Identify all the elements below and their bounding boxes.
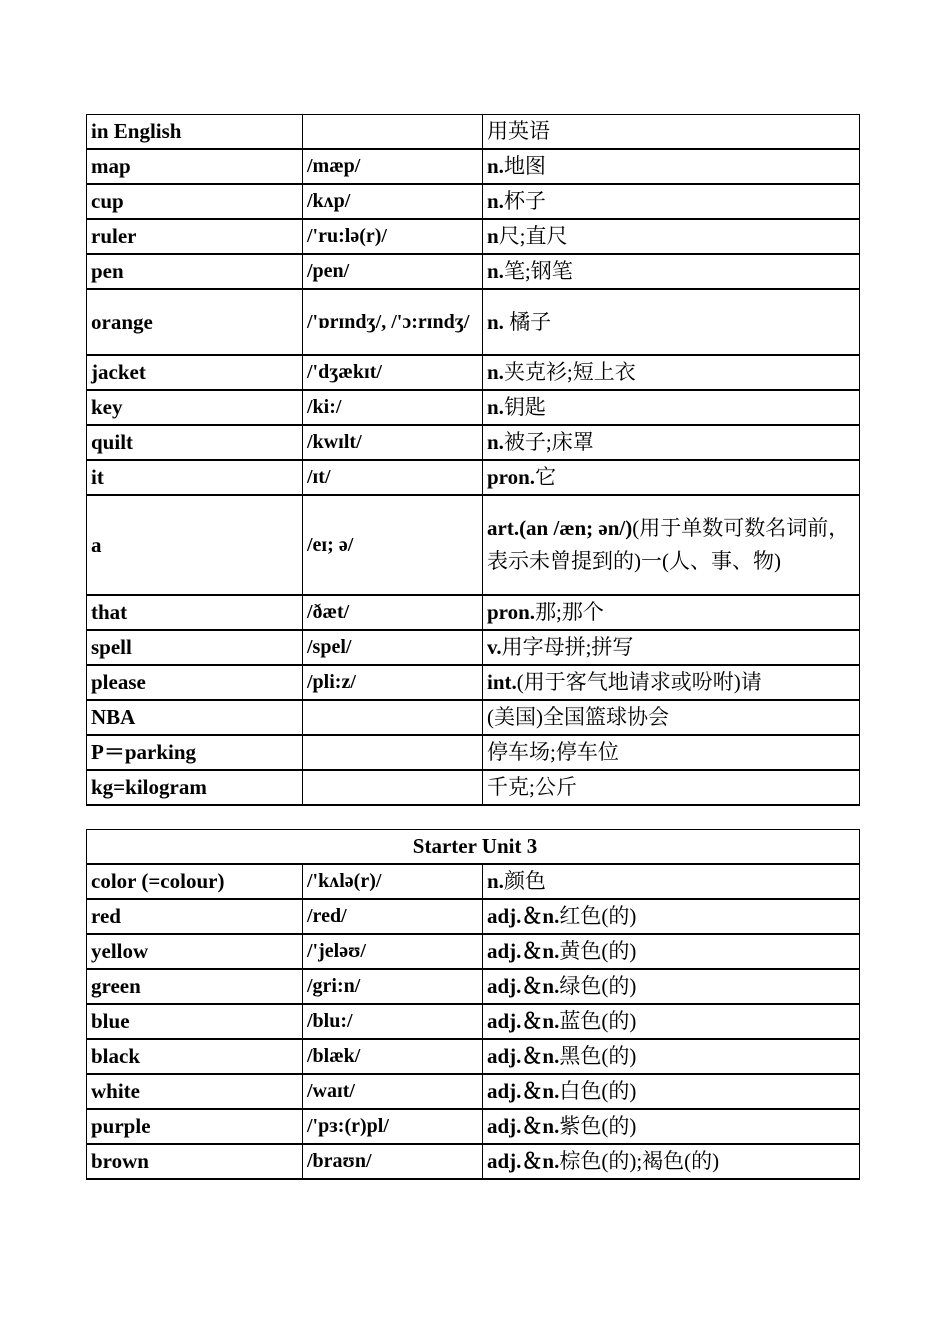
meaning-text: 停车场;停车位: [487, 740, 619, 764]
word-cell: key: [87, 390, 303, 425]
table-row: [87, 595, 860, 630]
phonetic-cell: /pen/: [303, 254, 483, 289]
table-title-row: [87, 830, 860, 865]
meaning-text: 绿色(的): [559, 974, 637, 998]
phonetic-cell: /braʊn/: [303, 1144, 483, 1179]
phonetic-cell: /'ɒrɪndʒ/, /'ɔ:rɪndʒ/: [303, 289, 483, 355]
word-cell: quilt: [87, 425, 303, 460]
vocab-table-unit3: [86, 829, 860, 1180]
phonetic-cell: [303, 770, 483, 805]
phonetic-cell: [303, 115, 483, 150]
meaning-cell: [483, 934, 860, 969]
vocab-table-unit2: [86, 114, 860, 806]
phonetic-cell: /'dʒækɪt/: [303, 355, 483, 390]
meaning-text: 红色(的): [559, 904, 637, 928]
word-cell: a: [87, 495, 303, 595]
word-cell: yellow: [87, 934, 303, 969]
meaning-text: 棕色(的);褐色(的): [559, 1149, 720, 1173]
meaning-cell: [483, 969, 860, 1004]
unit-title: Starter Unit 3: [87, 830, 860, 865]
meaning-text: 夹克衫;短上衣: [503, 360, 636, 384]
pos-label: n.: [487, 395, 504, 419]
phonetic-cell: /'kʌlə(r)/: [303, 864, 483, 899]
meaning-cell: [483, 770, 860, 805]
table-row: [87, 219, 860, 254]
word-cell: kg=kilogram: [87, 770, 303, 805]
meaning-text: (美国)全国篮球协会: [487, 705, 669, 729]
meaning-cell: [483, 1039, 860, 1074]
pos-label: n: [487, 224, 499, 248]
meaning-text: 笔;钢笔: [503, 259, 573, 283]
word-cell: in English: [87, 115, 303, 150]
phonetic-cell: /blæk/: [303, 1039, 483, 1074]
phonetic-cell: /eɪ; ə/: [303, 495, 483, 595]
meaning-cell: [483, 355, 860, 390]
meaning-text: 它: [535, 465, 557, 489]
pos-label: adj.＆n.: [487, 1009, 560, 1033]
meaning-cell: [483, 495, 860, 595]
pos-label: n.: [487, 430, 504, 454]
meaning-text: 那;那个: [535, 600, 604, 624]
word-cell: orange: [87, 289, 303, 355]
word-cell: map: [87, 149, 303, 184]
meaning-text: 紫色(的): [559, 1114, 637, 1138]
phonetic-cell: /'ru:lə(r)/: [303, 219, 483, 254]
phonetic-cell: [303, 735, 483, 770]
meaning-text: 白色(的): [559, 1079, 637, 1103]
word-cell: color (=colour): [87, 864, 303, 899]
word-cell: please: [87, 665, 303, 700]
word-cell: spell: [87, 630, 303, 665]
phonetic-cell: /spel/: [303, 630, 483, 665]
table-row: [87, 115, 860, 150]
table-row: [87, 864, 860, 899]
table-row: [87, 770, 860, 805]
table-row: [87, 665, 860, 700]
word-cell: purple: [87, 1109, 303, 1144]
pos-label: adj.＆n.: [487, 904, 560, 928]
phonetic-cell: /'pɜ:(r)pl/: [303, 1109, 483, 1144]
pos-label: v.: [487, 635, 502, 659]
pos-label: n.: [487, 189, 504, 213]
table-row: [87, 495, 860, 595]
meaning-text: 杯子: [503, 189, 546, 213]
pos-label: pron.: [487, 600, 536, 624]
table-row: [87, 1144, 860, 1179]
phonetic-cell: /kʌp/: [303, 184, 483, 219]
table-row: [87, 460, 860, 495]
table-row: [87, 390, 860, 425]
phonetic-cell: /'jeləʊ/: [303, 934, 483, 969]
meaning-cell: [483, 700, 860, 735]
meaning-cell: [483, 460, 860, 495]
table-row: [87, 1004, 860, 1039]
meaning-cell: [483, 630, 860, 665]
meaning-cell: [483, 289, 860, 355]
meaning-cell: [483, 425, 860, 460]
meaning-text: 颜色: [503, 869, 546, 893]
word-cell: black: [87, 1039, 303, 1074]
pos-label: art.(an /æn; ən/): [487, 516, 633, 540]
pos-label: n.: [487, 869, 504, 893]
meaning-cell: [483, 149, 860, 184]
meaning-text: (用于单数可数名词前，表示未曾提到的)一(人、事、物): [487, 516, 850, 573]
meaning-cell: [483, 184, 860, 219]
meaning-cell: [483, 1109, 860, 1144]
table-row: [87, 184, 860, 219]
pos-label: adj.＆n.: [487, 939, 560, 963]
pos-label: int.: [487, 670, 517, 694]
phonetic-cell: /waɪt/: [303, 1074, 483, 1109]
word-cell: jacket: [87, 355, 303, 390]
pos-label: n.: [487, 259, 504, 283]
word-cell: green: [87, 969, 303, 1004]
word-cell: ruler: [87, 219, 303, 254]
table-row: [87, 969, 860, 1004]
table-row: [87, 289, 860, 355]
phonetic-cell: /blu:/: [303, 1004, 483, 1039]
word-cell: white: [87, 1074, 303, 1109]
table-row: [87, 1109, 860, 1144]
word-cell: pen: [87, 254, 303, 289]
pos-label: pron.: [487, 465, 536, 489]
meaning-cell: [483, 864, 860, 899]
pos-label: n.: [487, 309, 504, 334]
meaning-cell: [483, 899, 860, 934]
pos-label: n.: [487, 360, 504, 384]
meaning-cell: [483, 735, 860, 770]
phonetic-cell: /kwɪlt/: [303, 425, 483, 460]
meaning-text: 用字母拼;拼写: [501, 635, 634, 659]
table-row: [87, 735, 860, 770]
word-cell: blue: [87, 1004, 303, 1039]
phonetic-cell: /ki:/: [303, 390, 483, 425]
meaning-cell: [483, 595, 860, 630]
meaning-text: 尺;直尺: [498, 224, 568, 248]
table-row: [87, 355, 860, 390]
phonetic-cell: [303, 700, 483, 735]
meaning-cell: [483, 665, 860, 700]
word-cell: cup: [87, 184, 303, 219]
table-row: [87, 934, 860, 969]
meaning-text: 黄色(的): [559, 939, 637, 963]
meaning-text: 被子;床罩: [503, 430, 594, 454]
meaning-cell: [483, 1074, 860, 1109]
word-cell: P＝parking: [87, 735, 303, 770]
pos-label: adj.＆n.: [487, 1114, 560, 1138]
table-row: [87, 254, 860, 289]
phonetic-cell: /pli:z/: [303, 665, 483, 700]
phonetic-cell: /mæp/: [303, 149, 483, 184]
table-row: [87, 1039, 860, 1074]
meaning-text: 橘子: [503, 309, 552, 334]
meaning-cell: [483, 219, 860, 254]
meaning-text: 用英语: [487, 119, 550, 143]
table-row: [87, 149, 860, 184]
meaning-text: 黑色(的): [559, 1044, 637, 1068]
meaning-cell: [483, 254, 860, 289]
table-row: [87, 1074, 860, 1109]
meaning-text: 地图: [503, 154, 546, 178]
table-row: [87, 425, 860, 460]
table-row: [87, 899, 860, 934]
phonetic-cell: /ɪt/: [303, 460, 483, 495]
word-cell: it: [87, 460, 303, 495]
word-cell: red: [87, 899, 303, 934]
meaning-text: (用于客气地请求或吩咐)请: [516, 670, 762, 694]
word-cell: brown: [87, 1144, 303, 1179]
meaning-text: 钥匙: [503, 395, 546, 419]
meaning-cell: [483, 390, 860, 425]
pos-label: adj.＆n.: [487, 974, 560, 998]
meaning-text: 蓝色(的): [559, 1009, 637, 1033]
phonetic-cell: /ðæt/: [303, 595, 483, 630]
table-row: [87, 630, 860, 665]
meaning-cell: [483, 1004, 860, 1039]
table-row: [87, 700, 860, 735]
meaning-cell: [483, 115, 860, 150]
meaning-text: 千克;公斤: [487, 775, 577, 799]
word-cell: NBA: [87, 700, 303, 735]
phonetic-cell: /gri:n/: [303, 969, 483, 1004]
pos-label: n.: [487, 154, 504, 178]
word-cell: that: [87, 595, 303, 630]
phonetic-cell: /red/: [303, 899, 483, 934]
pos-label: adj.＆n.: [487, 1149, 560, 1173]
meaning-cell: [483, 1144, 860, 1179]
pos-label: adj.＆n.: [487, 1044, 560, 1068]
pos-label: adj.＆n.: [487, 1079, 560, 1103]
